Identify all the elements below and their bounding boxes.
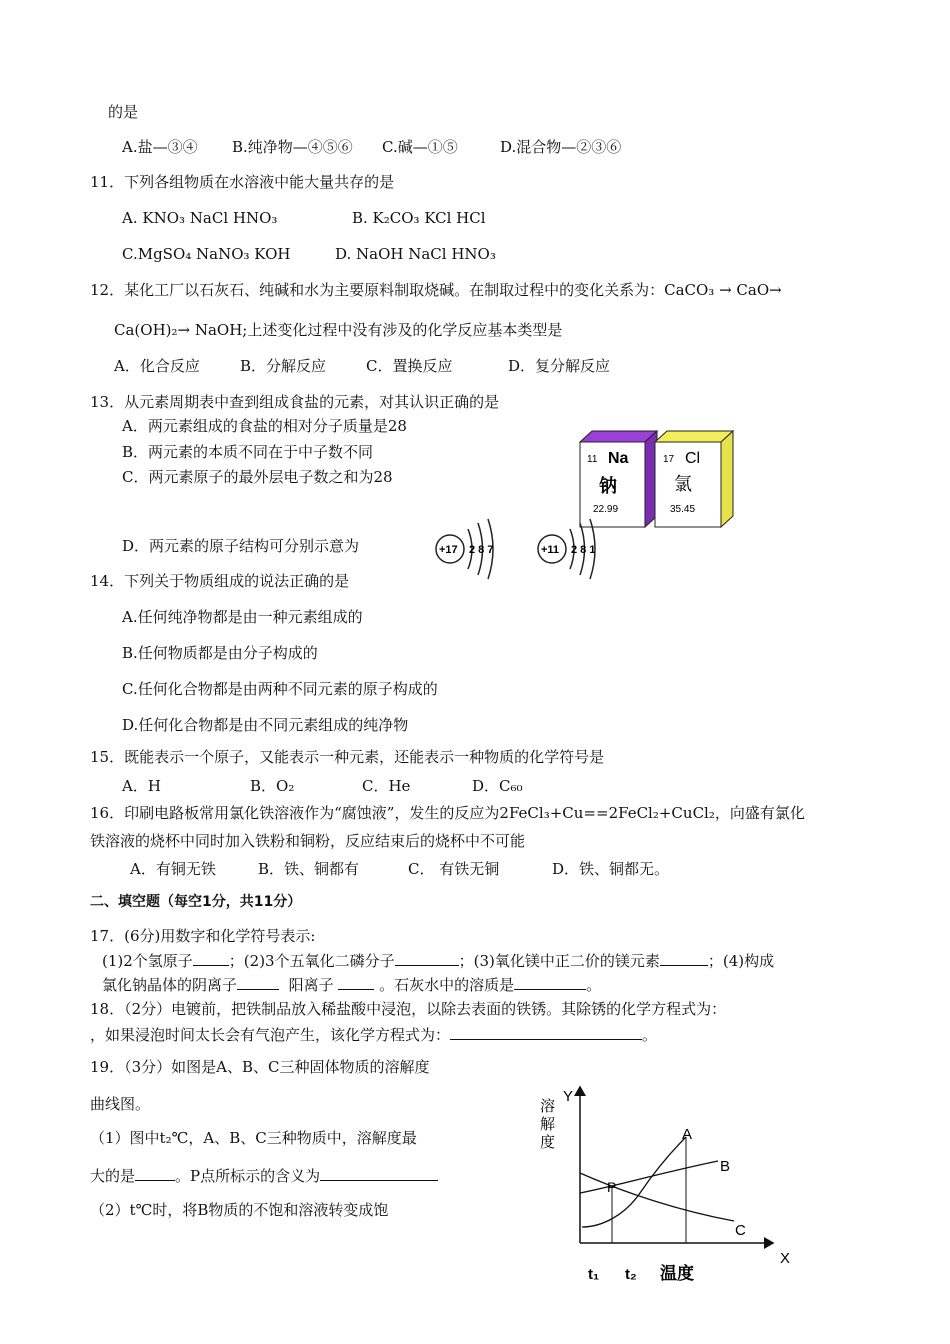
x-tick-t1: t₁ — [588, 1266, 600, 1283]
curve-a — [582, 1137, 686, 1227]
q18-part-1: ，如果浸泡时间太长会有气泡产生，该化学方程式为： — [90, 1026, 451, 1044]
na-name: 钠 — [599, 476, 617, 496]
curve-c — [580, 1173, 734, 1221]
q17-blank-3[interactable] — [660, 951, 708, 966]
na-nucleus: +11 — [541, 544, 560, 556]
q16-opt-a: A．有铜无铁 — [130, 860, 216, 878]
q12-opt-d: D．复分解反应 — [508, 357, 611, 375]
q10-opt-c: C.碱—①⑤ — [382, 138, 458, 156]
q14-opt-d: D.任何化合物都是由不同元素组成的纯净物 — [122, 716, 409, 734]
sodium-atom-diagram — [538, 519, 595, 579]
q12-stem-2: Ca(OH)₂→ NaOH;上述变化过程中没有涉及的化学反应基本类型是 — [114, 321, 563, 339]
x-tick-t2: t₂ — [625, 1266, 637, 1283]
q16-opt-b: B．铁、铜都有 — [258, 860, 360, 878]
series-label-c: C — [735, 1222, 746, 1239]
q11-opt-d: D. NaOH NaCl HNO₃ — [335, 245, 496, 263]
q19-stem-2: 曲线图。 — [90, 1095, 151, 1113]
q13-opt-b: B．两元素的本质不同在于中子数不同 — [122, 443, 374, 461]
cl-mass: 35.45 — [670, 504, 696, 515]
q17-blank-4[interactable] — [237, 975, 279, 990]
q19-sub-1: （1）图中t₂℃，A、B、C三种物质中，溶解度最 — [90, 1129, 417, 1147]
q17-part-2: ；(2)3个五氧化二磷分子 — [228, 952, 395, 970]
q17-part-5: 氯化钠晶体的阴离子 — [102, 976, 238, 994]
q15-opt-d: D．C₆₀ — [472, 777, 523, 795]
cl-name: 氯 — [674, 474, 692, 494]
q17-line-2 — [102, 951, 774, 971]
na-mass: 22.99 — [593, 504, 619, 515]
x-axis-label: 温度 — [660, 1264, 694, 1283]
atom-structure-diagrams — [430, 515, 610, 585]
q13-opt-d: D．两元素的原子结构可分别示意为 — [122, 537, 360, 555]
q14-stem: 14．下列关于物质组成的说法正确的是 — [90, 572, 350, 590]
q10-stem-cont: 的是 — [108, 103, 139, 121]
q16-opt-c: C． 有铁无铜 — [408, 860, 500, 878]
q17-part-7: 。石灰水中的溶质是 — [379, 976, 515, 994]
q13-opt-a: A．两元素组成的食盐的相对分子质量是28 — [122, 417, 407, 435]
series-label-b: B — [720, 1158, 731, 1175]
q17-line-3 — [102, 975, 601, 995]
cl-symbol: Cl — [685, 450, 701, 467]
q17-stem: 17．(6分)用数字和化学符号表示: — [90, 927, 316, 945]
chlorine-atom-diagram — [436, 519, 493, 579]
x-axis-letter: X — [780, 1250, 791, 1267]
q17-blank-6[interactable] — [514, 975, 586, 990]
q19-sub-2: （2）t℃时，将B物质的不饱和溶液转变成饱 — [90, 1201, 389, 1219]
q18-blank[interactable] — [450, 1025, 642, 1040]
q17-part-6: 阳离子 — [288, 976, 334, 994]
curve-b — [580, 1161, 718, 1193]
y-axis-letter: Y — [563, 1088, 574, 1105]
na-atomic-number: 11 — [587, 454, 598, 465]
q18-line-2 — [90, 1025, 657, 1045]
q17-part-1: (1)2个氢原子 — [102, 952, 193, 970]
q10-opt-b: B.纯净物—④⑤⑥ — [232, 138, 353, 156]
q12-opt-b: B．分解反应 — [240, 357, 327, 375]
q13-opt-c: C．两元素原子的最外层电子数之和为28 — [122, 468, 393, 486]
q16-stem-2: 铁溶液的烧杯中同时加入铁粉和铜粉，反应结束后的烧杯中不可能 — [90, 832, 526, 850]
q16-stem-1: 16．印刷电路板常用氯化铁溶液作为“腐蚀液”，发生的反应为2FeCl₃+Cu==2FeCl₂+CuCl₂，向盛有氯化 — [90, 804, 805, 822]
q15-stem: 15．既能表示一个原子，又能表示一种元素，还能表示一种物质的化学符号是 — [90, 748, 605, 766]
y-axis-label-1: 溶 — [540, 1098, 556, 1115]
q16-opt-d: D．铁、铜都无。 — [552, 860, 670, 878]
q14-opt-c: C.任何化合物都是由两种不同元素的原子构成的 — [122, 680, 438, 698]
q10-opt-a: A.盐—③④ — [122, 138, 198, 156]
q13-stem: 13．从元素周期表中查到组成食盐的元素，对其认识正确的是 — [90, 393, 500, 411]
q12-opt-c: C．置换反应 — [366, 357, 453, 375]
y-axis-label-2: 解 — [540, 1116, 556, 1133]
q14-opt-b: B.任何物质都是由分子构成的 — [122, 644, 318, 662]
section-heading: 二、填空题（每空1分，共11分） — [90, 894, 302, 910]
q17-part-4: ；(4)构成 — [707, 952, 775, 970]
cl-shells: 2 8 7 — [469, 544, 494, 556]
q11-opt-a: A. KNO₃ NaCl HNO₃ — [122, 209, 278, 227]
q11-opt-c: C.MgSO₄ NaNO₃ KOH — [122, 245, 291, 263]
cl-atomic-number: 17 — [663, 454, 675, 465]
cl-nucleus: +17 — [439, 544, 458, 556]
q19-line-4 — [90, 1166, 438, 1186]
q11-opt-b: B. K₂CO₃ KCl HCl — [352, 209, 486, 227]
q15-opt-c: C．He — [362, 777, 411, 795]
q15-opt-a: A．H — [122, 777, 161, 795]
na-symbol: Na — [608, 450, 629, 467]
q19-blank-1[interactable] — [135, 1166, 175, 1181]
q19-part-2: 。P点所标示的含义为 — [175, 1167, 321, 1185]
q10-opt-d: D.混合物—②③⑥ — [500, 138, 622, 156]
q18-stem: 18．（2分）电镀前，把铁制品放入稀盐酸中浸泡，以除去表面的铁锈。其除锈的化学方程式为： — [90, 1000, 727, 1018]
q12-stem-1: 12．某化工厂以石灰石、纯碱和水为主要原料制取烧碱。在制取过程中的变化关系为：CaCO₃ → CaO→ — [90, 281, 782, 299]
q17-blank-5[interactable] — [338, 975, 374, 990]
point-p-label: P — [607, 1179, 617, 1195]
solubility-chart — [530, 1075, 805, 1290]
q19-blank-2[interactable] — [320, 1166, 438, 1181]
q17-blank-1[interactable] — [193, 951, 229, 966]
q17-part-3: ；(3)氧化镁中正二价的镁元素 — [458, 952, 660, 970]
q17-part-8: 。 — [586, 976, 602, 994]
q12-opt-a: A．化合反应 — [114, 357, 200, 375]
q15-opt-b: B．O₂ — [250, 777, 295, 795]
q11-stem: 11．下列各组物质在水溶液中能大量共存的是 — [90, 173, 395, 191]
y-axis-label-3: 度 — [540, 1134, 556, 1151]
q14-opt-a: A.任何纯净物都是由一种元素组成的 — [122, 608, 363, 626]
q17-blank-2[interactable] — [395, 951, 459, 966]
q18-part-2: 。 — [642, 1026, 658, 1044]
q19-part-1: 大的是 — [90, 1167, 136, 1185]
series-label-a: A — [682, 1126, 693, 1143]
na-shells: 2 8 1 — [571, 544, 596, 556]
q19-stem: 19．（3分）如图是A、B、C三种固体物质的溶解度 — [90, 1058, 430, 1076]
